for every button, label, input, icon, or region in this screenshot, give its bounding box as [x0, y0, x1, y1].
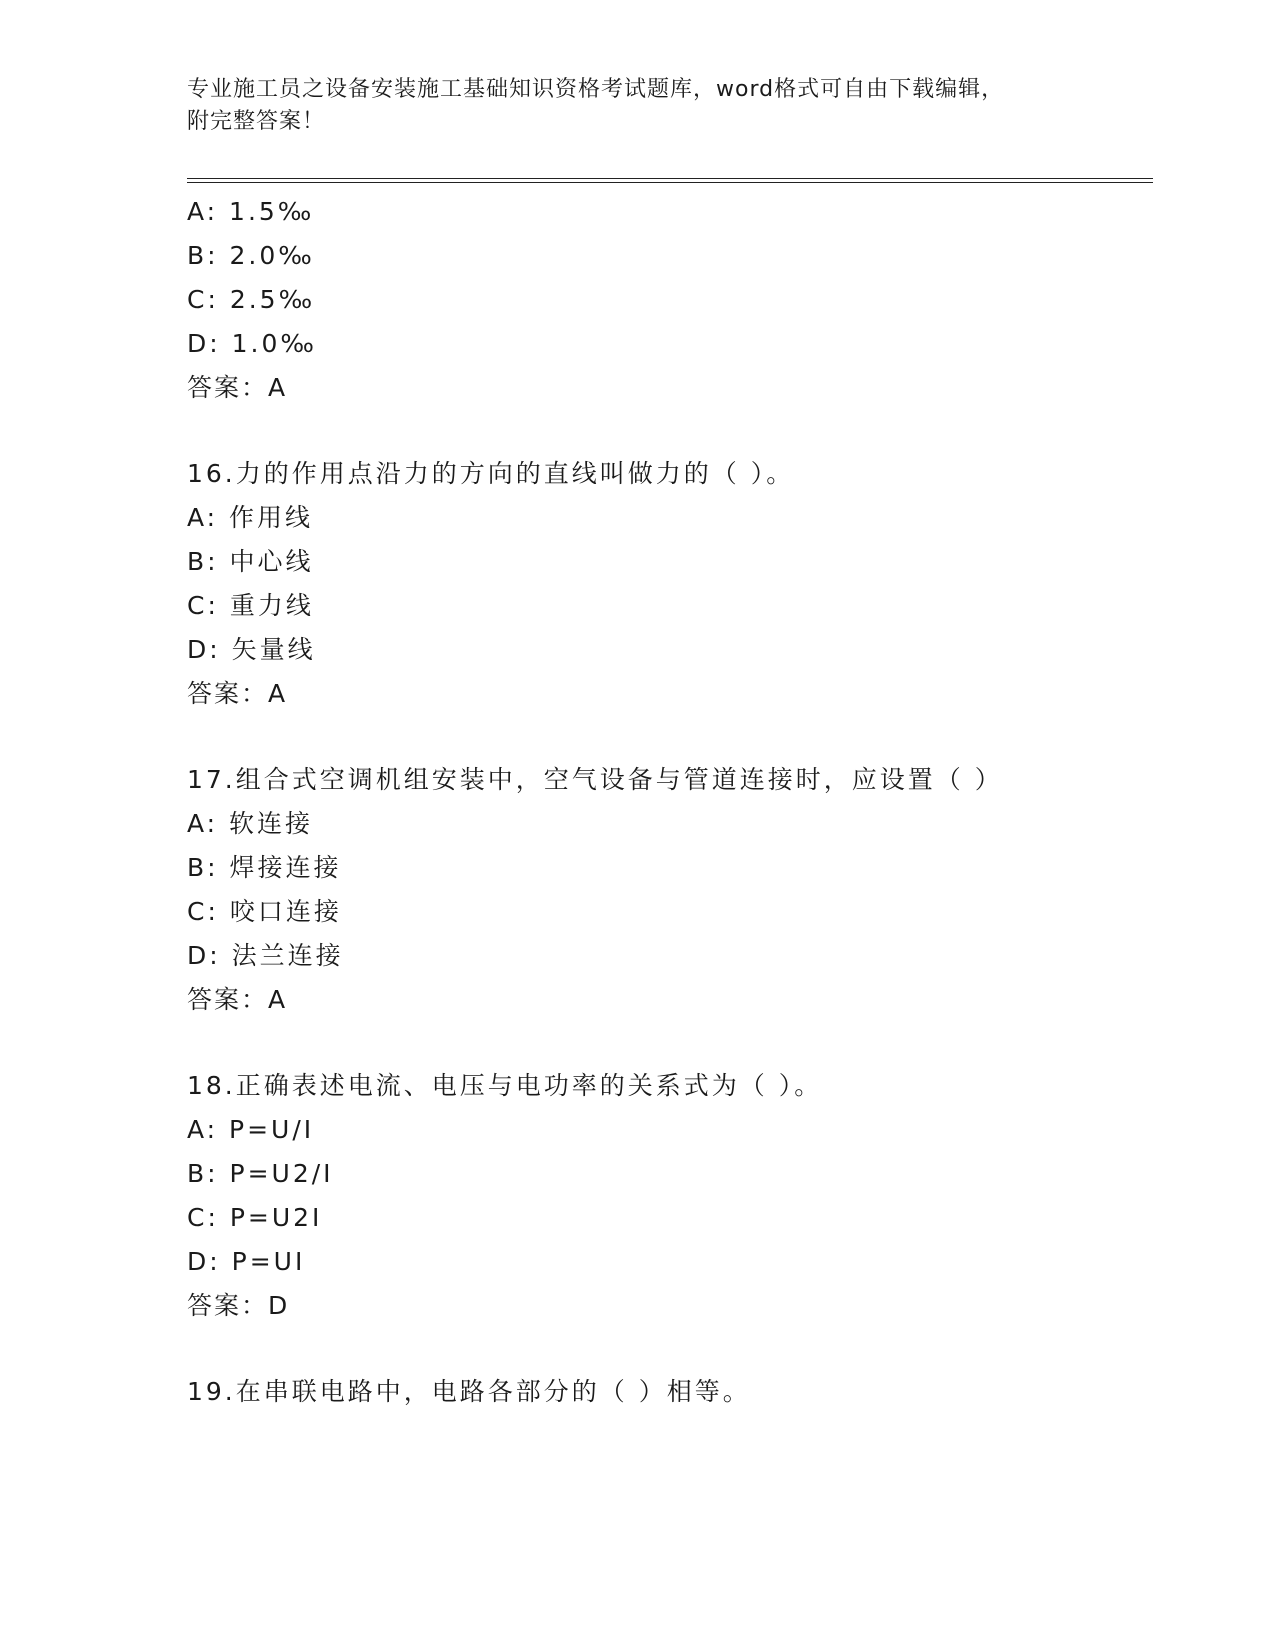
q18-option-d: D: P=UI — [187, 1247, 306, 1276]
q18-option-a: A: P=U/I — [187, 1115, 315, 1144]
q18-stem: 18.正确表述电流、电压与电功率的关系式为（ ）。 — [187, 1071, 823, 1100]
q16-stem: 16.力的作用点沿力的方向的直线叫做力的（ ）。 — [187, 459, 795, 488]
q17-answer: 答案：A — [187, 985, 288, 1014]
q15-option-d: D: 1.0‰ — [187, 329, 317, 358]
q16-option-c: C: 重力线 — [187, 591, 314, 620]
document-header — [187, 74, 1087, 138]
q16-option-a: A: 作用线 — [187, 503, 314, 532]
header-line-1: 专业施工员之设备安装施工基础知识资格考试题库，word格式可自由下载编辑， — [187, 77, 1005, 102]
header-line-2: 附完整答案！ — [187, 109, 326, 134]
header-divider-top — [187, 178, 1153, 179]
q17-stem: 17.组合式空调机组安装中，空气设备与管道连接时，应设置（ ） — [187, 765, 1003, 794]
q18-answer: 答案：D — [187, 1291, 290, 1320]
q15-option-a: A: 1.5‰ — [187, 197, 315, 226]
q16-option-d: D: 矢量线 — [187, 635, 316, 664]
q15-option-c: C: 2.5‰ — [187, 285, 316, 314]
q15-answer: 答案：A — [187, 373, 288, 402]
q18-option-b: B: P=U2/I — [187, 1159, 334, 1188]
q16-option-b: B: 中心线 — [187, 547, 314, 576]
q18-option-c: C: P=U2I — [187, 1203, 323, 1232]
q17-option-a: A: 软连接 — [187, 809, 314, 838]
header-divider-bottom — [187, 182, 1153, 183]
q17-option-c: C: 咬口连接 — [187, 897, 342, 926]
q19-stem: 19.在串联电路中，电路各部分的（ ）相等。 — [187, 1377, 751, 1406]
q17-option-b: B: 焊接连接 — [187, 853, 342, 882]
q15-option-b: B: 2.0‰ — [187, 241, 315, 270]
q17-option-d: D: 法兰连接 — [187, 941, 344, 970]
q16-answer: 答案：A — [187, 679, 288, 708]
